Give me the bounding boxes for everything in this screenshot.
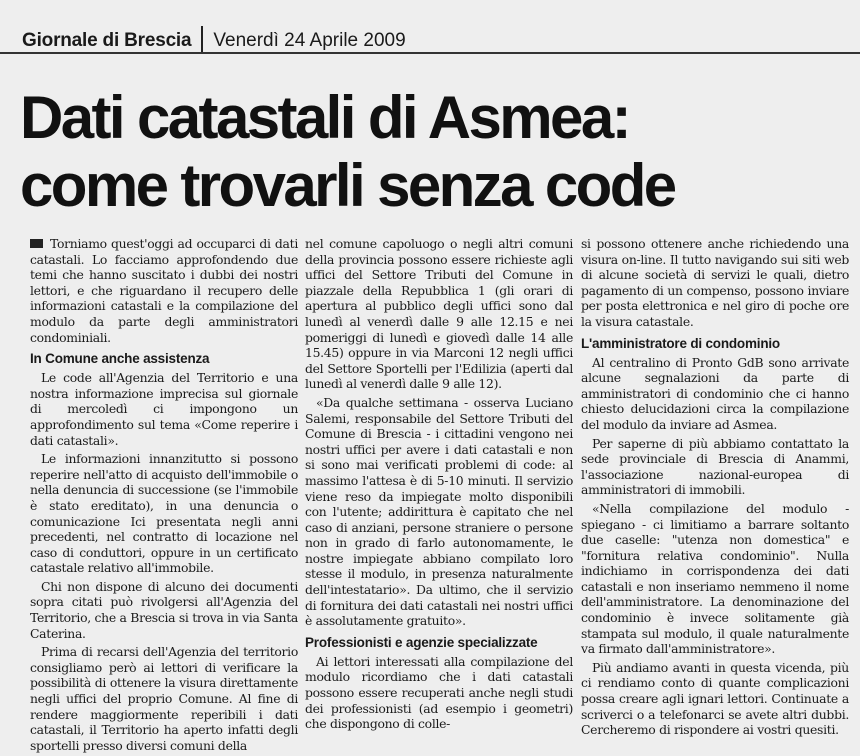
article-column-1	[30, 236, 298, 756]
section-heading-comune: In Comune anche assistenza	[30, 351, 210, 367]
paragraph: si possono ottenere anche richiedendo una visura on-line. Il tutto navigando sui siti web di alcune società di servizi le quali, dietro pagamento di un compenso, possono inviare per posta elettronica e nel giro di poche ore la visura catastale.	[581, 236, 849, 329]
section-heading-amministratore: L'amministratore di condominio	[581, 335, 780, 351]
paragraph: Ai lettori interessati alla compilazione del modulo ricordiamo che i dati catastali possono essere recuperati anche negli studi dei professionisti (ad esempio i geometri) che dispongono di colle-	[305, 653, 573, 732]
headline-line-2: come trovarli senza code	[20, 152, 675, 219]
paragraph: Per saperne di più abbiamo contattato la sede provinciale di Brescia di Anammi, l'associazione nazional-europea di amministratori di immobili.	[581, 435, 849, 498]
lead-paragraph	[30, 236, 298, 345]
section-heading-professionisti: Professionisti e agenzie specializzate	[305, 634, 538, 650]
headline-line-1: Dati catastali di Asmea:	[20, 84, 629, 151]
masthead	[22, 26, 406, 52]
bullet-square-icon	[30, 239, 43, 248]
masthead-separator	[201, 26, 203, 52]
paragraph: Prima di recarsi dell'Agenzia del territorio consigliamo però ai lettori di verificare la possibilità di ottenere la visura direttamente negli uffici del proprio Comune. Al fine di rendere maggiormente reperibili i dati catastali, il Territorio ha aperto infatti degli sportelli presso diversi comuni della	[30, 644, 298, 753]
article-column-2	[305, 236, 573, 735]
paragraph: «Nella compilazione del modulo - spiegano - ci limitiamo a barrare soltanto due caselle: "utenza non domestica" e "fornitura relativa condominio". Nulla indichiamo in corrispondenza dei dati catastali e non inseriamo nemmeno il nome dell'amministratore. La denominazione del condominio è invece solitamente già stampata sul modulo, il quale naturalmente va firmato dall'amministratore».	[581, 500, 849, 657]
article-headline	[20, 84, 850, 220]
lead-text: Torniamo quest'oggi ad occuparci di dati catastali. Lo facciamo approfondendo due temi che hanno suscitato i dubbi dei nostri lettori, e che riguardano il recupero delle informazioni catastali e la compilazione del modulo da parte degli amministratori condominiali.	[30, 236, 298, 345]
paragraph: Più andiamo avanti in questa vicenda, più ci rendiamo conto di quante complicazioni possa creare agli ignari lettori. Continuate a scriverci o a telefonarci se avete altri dubbi. Cercheremo di rispondere ai vostri quesiti.	[581, 659, 849, 738]
paragraph: Chi non dispone di alcuno dei documenti sopra citati può rivolgersi all'Agenzia del Territorio, che a Brescia si trova in via Santa Caterina.	[30, 578, 298, 641]
paragraph: Le code all'Agenzia del Territorio e una nostra informazione imprecisa sul giornale di mercoledì ci impongono un approfondimento sul tema «Come reperire i dati catastali».	[30, 370, 298, 448]
paragraph: «Da qualche settimana - osserva Luciano Salemi, responsabile del Settore Tributi del Comune di Brescia - i cittadini vengono nei nostri uffici per avere i dati catastali e non si sono mai verificati problemi di code: al massimo l'attesa è di 5-10 minuti. Il servizio viene reso da impiegate molto disponibili con l'utente; addirittura è capitato che nel caso di anziani, persone straniere o persone non in grado di farlo autonomamente, le nostre impiegate abbiano compilato loro stesse il modulo, in presenza naturalmente dell'intestatario». Da ultimo, che il servizio di fornitura dei dati catastali nei nostri uffici è assolutamente gratuito».	[305, 394, 573, 629]
paragraph: nel comune capoluogo o negli altri comuni della provincia possono essere richieste agli uffici del Settore Tributi del Comune in piazzale della Repubblica 1 (gli orari di apertura al pubblico degli uffici sono dal lunedì al venerdì dalle 9 alle 12.15 e nei pomeriggi di lunedì e giovedì dalle 14 alle 15.45) oppure in via Marconi 12 negli uffici del Settore Sportelli per l'Edilizia (aperti dal lunedì al venerdì dalle 9 alle 12).	[305, 236, 573, 392]
article-column-3	[581, 236, 849, 741]
publication-date: Venerdì 24 Aprile 2009	[213, 30, 406, 51]
paragraph: Al centralino di Pronto GdB sono arrivate alcune segnalazioni da parte di amministratori di condominio che ci hanno chiesto delucidazioni circa la compilazione del modulo da inviare ad Asmea.	[581, 354, 849, 432]
masthead-rule	[0, 52, 860, 54]
paragraph: Le informazioni innanzitutto si possono reperire nell'atto di acquisto dell'immobile o nella denuncia di successione (se l'immobile è stato ereditato), in una denuncia o comunicazione Ici presentata negli anni precedenti, nel contratto di locazione nel caso di conduttori, oppure in un certificato catastale relativo all'immobile.	[30, 451, 298, 576]
newspaper-name: Giornale di Brescia	[22, 30, 192, 51]
